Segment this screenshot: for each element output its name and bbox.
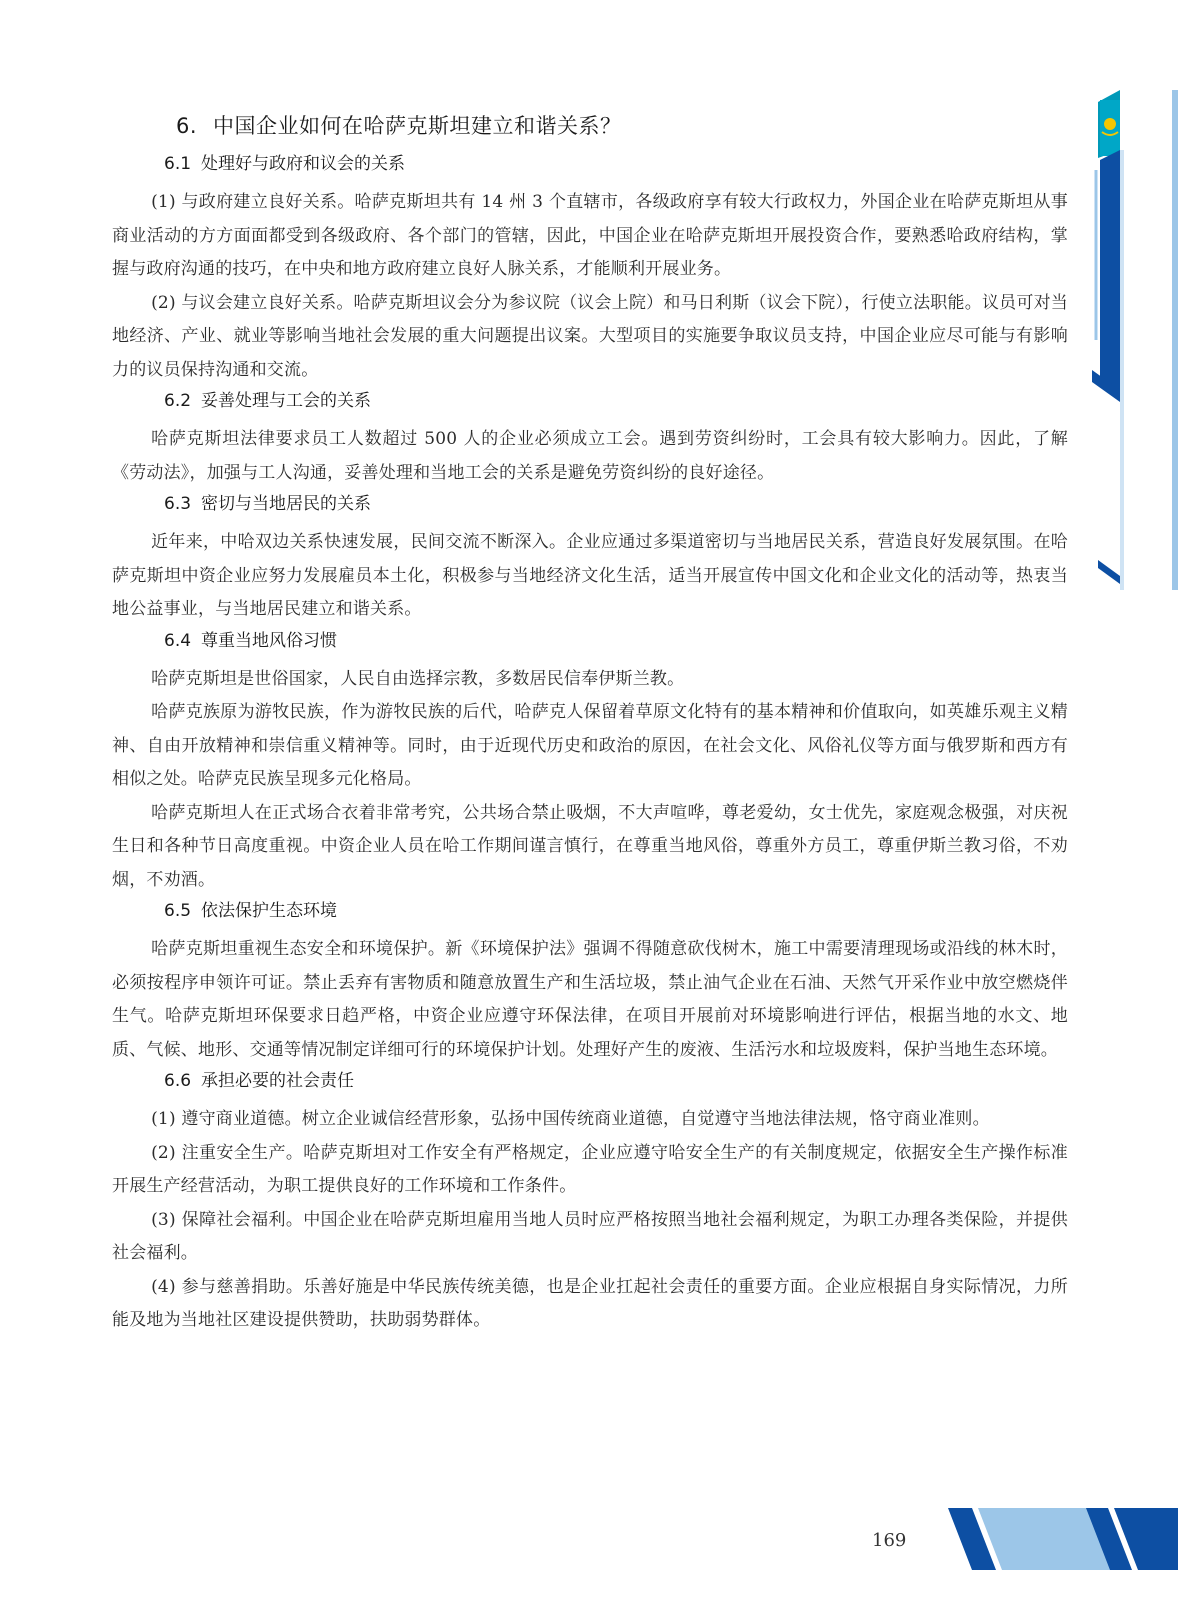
paragraph: 哈萨克族原为游牧民族，作为游牧民族的后代，哈萨克人保留着草原文化特有的基本精神和价值取向，如英雄乐观主义精神、自由开放精神和崇信重义精神等。同时，由于近现代历史和政治的原因，在社会文化、风俗礼仪等方面与俄罗斯和西方有相似之处。哈萨克民族呈现多元化格局。 <box>112 702 1068 789</box>
page-content <box>112 104 1068 1338</box>
section-number: 6.5 <box>164 901 192 921</box>
light-blue-band <box>1172 90 1178 590</box>
paragraph: (4) 参与慈善捐助。乐善好施是中华民族传统美德，也是企业扛起社会责任的重要方面。企业应根据自身实际情况，力所能及地为当地社区建设提供赞助，扶助弱势群体。 <box>112 1276 1068 1330</box>
paragraph: (1) 与政府建立良好关系。哈萨克斯坦共有 14 州 3 个直辖市，各级政府享有较大行政权力，外国企业在哈萨克斯坦从事商业活动的方方面面都受到各级政府、各个部门的管辖，因此，中国企业在哈萨克斯坦开展投资合作，要熟悉哈政府结构，掌握与政府沟通的技巧，在中央和地方政府建立良好人脉关系，才能顺利开展业务。 <box>112 192 1068 279</box>
paragraph: 哈萨克斯坦法律要求员工人数超过 500 人的企业必须成立工会。遇到劳资纠纷时，工会具有较大影响力。因此，了解《劳动法》，加强与工人沟通，妥善处理和当地工会的关系是避免劳资纠纷的良好途径。 <box>112 429 1068 483</box>
section-heading <box>164 627 1068 655</box>
section-6-4 <box>112 627 1068 898</box>
section-number: 6.1 <box>164 154 192 174</box>
section-heading <box>164 490 1068 518</box>
stripe <box>1098 560 1120 584</box>
chapter-heading-title: 中国企业如何在哈萨克斯坦建立和谐关系？ <box>213 114 622 138</box>
section-6-6 <box>112 1067 1068 1338</box>
section-number: 6.3 <box>164 494 192 514</box>
section-heading <box>164 150 1068 178</box>
page-number: 169 <box>872 1530 907 1551</box>
section-title: 依法保护生态环境 <box>201 901 338 921</box>
blue-band <box>1100 150 1120 400</box>
chapter-heading <box>176 110 1068 140</box>
section-title: 尊重当地风俗习惯 <box>201 630 338 651</box>
paragraph: (3) 保障社会福利。中国企业在哈萨克斯坦雇用当地人员时应严格按照当地社会福利规定，为职工办理各类保险，并提供社会福利。 <box>112 1209 1068 1263</box>
paragraph: 哈萨克斯坦人在正式场合衣着非常考究，公共场合禁止吸烟，不大声喧哗，尊老爱幼，女士优先，家庭观念极强，对庆祝生日和各种节日高度重视。中资企业人员在哈工作期间谨言慎行，在尊重当地风俗，尊重外方员工，尊重伊斯兰教习俗，不劝烟，不劝酒。 <box>112 802 1068 890</box>
section-heading <box>164 387 1068 415</box>
kazakhstan-flag-icon <box>1098 90 1120 158</box>
paragraph: 近年来，中哈双边关系快速发展，民间交流不断深入。企业应通过多渠道密切与当地居民关系，营造良好发展氛围。在哈萨克斯坦中资企业应努力发展雇员本土化，积极参与当地经济文化生活，适当开展宣传中国文化和企业文化的活动等，热衷当地公益事业，与当地居民建立和谐关系。 <box>112 532 1068 619</box>
chapter-heading-number: 6. <box>176 114 198 138</box>
paragraph: (1) 遵守商业道德。树立企业诚信经营形象，弘扬中国传统商业道德，自觉遵守当地法律法规，恪守商业准则。 <box>151 1109 990 1129</box>
paragraph: (2) 与议会建立良好关系。哈萨克斯坦议会分为参议院（议会上院）和马日利斯（议会下院），行使立法职能。议员可对当地经济、产业、就业等影响当地社会发展的重大问题提出议案。大型项目的实施要争取议员支持，中国企业应尽可能与有影响力的议员保持沟通和交流。 <box>112 292 1068 380</box>
paragraph: (2) 注重安全生产。哈萨克斯坦对工作安全有严格规定，企业应遵守哈安全生产的有关制度规定，依据安全生产操作标准开展生产经营活动，为职工提供良好的工作环境和工作条件。 <box>112 1142 1068 1196</box>
paragraph: 哈萨克斯坦是世俗国家，人民自由选择宗教，多数居民信奉伊斯兰教。 <box>151 668 685 689</box>
paragraph: 哈萨克斯坦重视生态安全和环境保护。新《环境保护法》强调不得随意砍伐树木，施工中需要清理现场或沿线的林木时，必须按程序申领许可证。禁止丢弃有害物质和随意放置生产和生活垃圾，禁止油气企业在石油、天然气开采作业中放空燃烧伴生气。哈萨克斯坦环保要求日趋严格，中资企业应遵守环保法律，在项目开展前对环境影响进行评估，根据当地的水文、地质、气候、地形、交通等情况制定详细可行的环境保护计划。处理好产生的废液、生活污水和垃圾废料，保护当地生态环境。 <box>112 939 1068 1060</box>
side-decoration <box>1078 0 1178 1600</box>
band-edge <box>1120 150 1124 590</box>
section-heading <box>164 897 1068 925</box>
section-heading <box>164 1067 1068 1095</box>
section-6-5 <box>112 897 1068 1067</box>
section-title: 妥善处理与工会的关系 <box>201 391 372 411</box>
section-6-3 <box>112 490 1068 627</box>
section-6-2 <box>112 387 1068 490</box>
section-number: 6.4 <box>164 630 192 651</box>
section-6-1 <box>112 150 1068 387</box>
section-number: 6.2 <box>164 391 192 411</box>
bottom-decoration <box>948 1508 1178 1570</box>
section-number: 6.6 <box>164 1071 192 1091</box>
section-title: 承担必要的社会责任 <box>201 1071 355 1091</box>
section-title: 处理好与政府和议会的关系 <box>201 154 406 174</box>
section-title: 密切与当地居民的关系 <box>201 494 372 514</box>
